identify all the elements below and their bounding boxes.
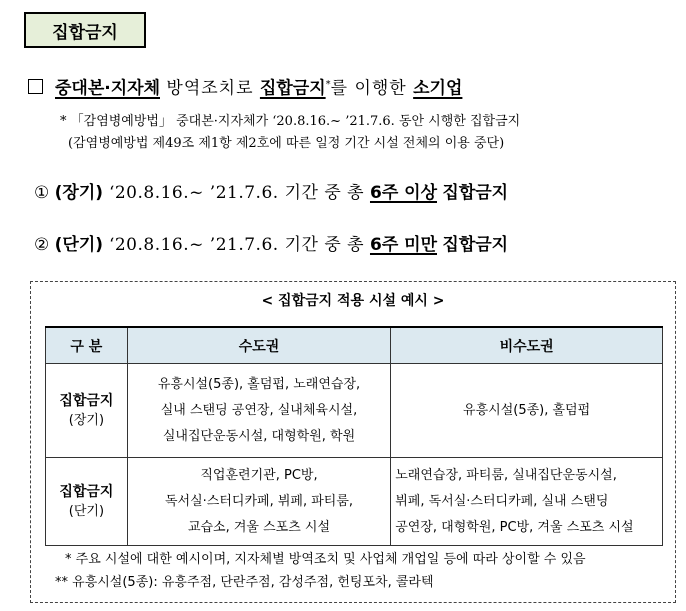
- examples-title: < 집합금지 적용 시설 예시 >: [261, 293, 445, 309]
- header-category: 구 분: [46, 327, 128, 364]
- row-label-long: 집합금지 (장기): [46, 364, 128, 458]
- header-capital: 수도권: [127, 327, 390, 364]
- period-short: ② (단기) ‘20.8.16.~ ’21.7.6. 기간 중 총 6주 미만 집합금지: [34, 235, 509, 255]
- capital-short-cell: 직업훈련기관, PC방, 독서실·스터디카페, 뷔페, 파티룸, 교습소, 겨울 스포츠 시설: [127, 458, 390, 546]
- section-title: 집합금지: [24, 12, 146, 48]
- note-line-2: (감염병예방법 제49조 제1항 제2호에 따른 일정 기간 시설 전체의 이용 중단): [68, 136, 505, 151]
- row-label-short: 집합금지 (단기): [46, 458, 128, 546]
- footnote-1: * 주요 시설에 대한 예시이며, 지자체별 방역조치 및 사업체 개업일 등에 따라 상이할 수 있음: [65, 552, 586, 567]
- noncapital-short-cell: 노래연습장, 파티룸, 실내집단운동시설, 뷔페, 독서실·스터디카페, 실내 스탠딩 공연장, 대형학원, PC방, 겨울 스포츠 시설: [391, 458, 663, 546]
- period-long: ① (장기) ‘20.8.16.~ ’21.7.6. 기간 중 총 6주 이상 집합금지: [34, 183, 509, 203]
- table-row: [46, 458, 663, 546]
- footnote-2: ** 유흥시설(5종): 유흥주점, 단란주점, 감성주점, 헌팅포차, 콜라텍: [55, 575, 434, 590]
- header-noncapital: 비수도권: [391, 327, 663, 364]
- facility-table: [45, 326, 663, 546]
- examples-box: [30, 281, 676, 603]
- noncapital-long-cell: 유흥시설(5종), 홀덤펍: [391, 364, 663, 458]
- section-heading: 중대본·지자체 방역조치로 집합금지*를 이행한 소기업: [55, 78, 463, 99]
- capital-long-cell: 유흥시설(5종), 홀덤펍, 노래연습장, 실내 스탠딩 공연장, 실내체육시설, 실내집단운동시설, 대형학원, 학원: [127, 364, 390, 458]
- table-row: [46, 364, 663, 458]
- note-line-1: * 「감염병예방법」 중대본·지자체가 ‘20.8.16.~ ’21.7.6. 동안 시행한 집합금지: [60, 114, 521, 129]
- table-header-row: [46, 327, 663, 364]
- checkbox-square-icon: [28, 79, 43, 94]
